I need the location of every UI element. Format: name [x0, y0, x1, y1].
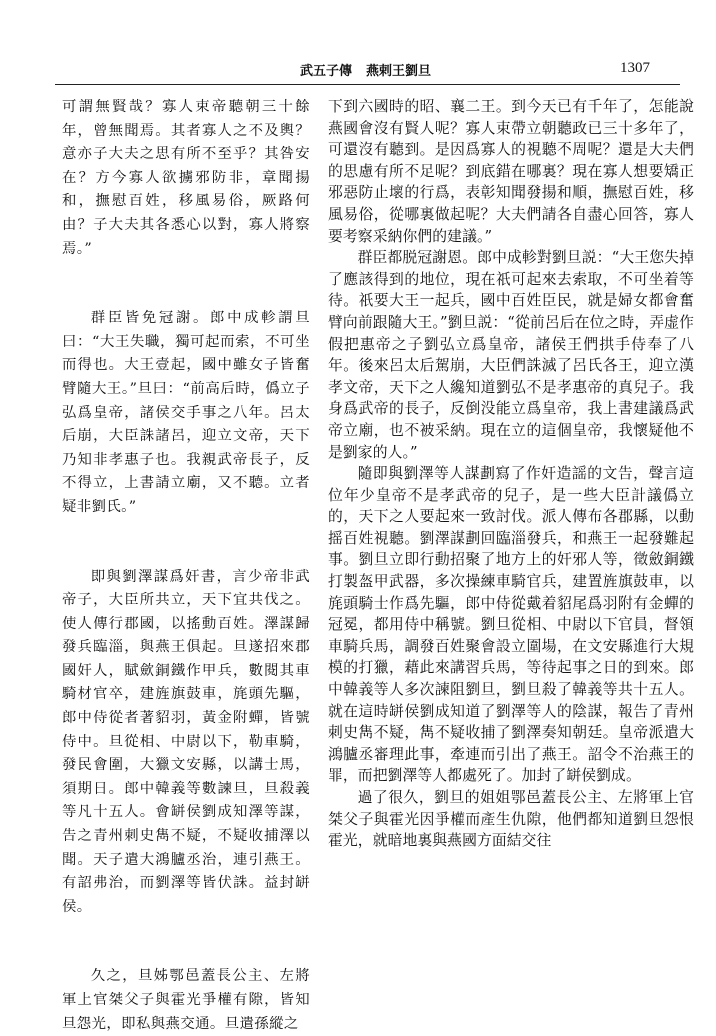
book-title: 武五子傳 [300, 64, 353, 79]
chapter-title: 燕剌王劉旦 [366, 64, 432, 79]
translation-paragraph-2: 群臣都脱冠謝恩。郎中成軫對劉旦説：“大王您失掉了應該得到的地位，現在祇可起來去索取，不可坐着等待。祇要大王一起兵，國中百姓臣民，就是婦女都會奮臂向前跟隨大王。”劉旦説：“從前呂后在位之時，弄虚作假把惠帝之子劉弘立爲皇帝，諸侯王們拱手侍奉了八年。後來呂太后駕崩，大臣們誅滅了呂氏各王，迎立漢孝文帝，天下之人纔知道劉弘不是孝惠帝的真兒子。我身爲武帝的長子，反倒没能立爲皇帝，我上書建議爲武帝立廟，也不被采納。現在立的這個皇帝，我懷疑他不是劉家的人。” [328, 249, 694, 461]
classical-paragraph-1: 可謂無賢哉？寡人束帝聽朝三十餘年，曾無聞焉。其者寡人之不及輿？意亦子大夫之思有所不至乎？其咎安在？方今寡人欲擄邪防非，章聞揚和，撫慰百姓，移風易俗，厥路何由？子大夫其各悉心以對，寡人將察焉。” [62, 99, 310, 257]
translation-paragraph-1: 下到六國時的昭、襄二王。到今天已有千年了，怎能說燕國會沒有賢人呢？寡人束帶立朝聽政已三十多年了，可還沒有聽到。是因爲寡人的視聽不周呢？還是大夫們的思慮有所不足呢？到底錯在哪裏？現在寡人想要矯正邪惡防止壞的行爲，表彰知聞發揚和順，撫慰百姓，移風易俗，從哪裏做起呢？大夫們請各自盡心回答，寡人要考察采納你們的建議。” [328, 98, 694, 245]
classical-paragraph-3: 即與劉澤謀爲奸書，言少帝非武帝子，大臣所共立，天下宜共伐之。使人傳行郡國，以搖動百姓。澤謀歸發兵臨淄，與燕王俱起。旦遂招來郡國奸人，賦歛銅鐵作甲兵，數閱其車騎材官卒，建旌旗鼓車，旄頭先驅，郎中侍從者著貂羽，黃金附蟬，皆號侍中。旦從相、中尉以下，勒車騎，發民會圍，大獵文安縣，以講士馬，須期日。郎中韓義等數諫旦，旦殺義等凡十五人。會缾侯劉成知澤等謀，告之青州刺史雋不疑，不疑收捕澤以聞。天子遣大鴻臚丞治，連引燕王。有詔弗治，而劉澤等皆伏誅。益封缾侯。 [62, 568, 310, 915]
translation-text-column [328, 96, 694, 852]
page-number: 1307 [620, 60, 650, 76]
header-rule [55, 84, 680, 85]
running-title [300, 60, 431, 79]
translation-paragraph-4: 過了很久，劉旦的姐姐鄂邑蓋長公主、左將軍上官桀父子與霍光因爭權而產生仇隙，他們都知道劉旦怨恨霍光，就暗地裏與燕國方面結交往 [328, 789, 694, 850]
classical-text-column [62, 96, 310, 1036]
classical-paragraph-2: 群臣皆免冠謝。郎中成軫謂旦曰：“大王失職，獨可起而索，不可坐而得也。大王壹起，國中雖女子皆奮臂隨大王。”旦曰：“前高后時，僞立子弘爲皇帝，諸侯交手事之八年。呂太后崩，大臣誅諸呂，迎立文帝，天下乃知非孝惠子也。我親武帝長子，反不得立，上書請立廟，又不聽。立者疑非劉氏。” [62, 310, 310, 515]
classical-paragraph-4: 久之，旦姊鄂邑蓋長公主、左將軍上官桀父子與霍光爭權有隙，皆知旦怨光，即私與燕交通。旦遣孫縱之 [62, 968, 310, 1032]
translation-paragraph-3: 隨即與劉澤等人謀劃寫了作奸造謡的文告，聲言這位年少皇帝不是孝武帝的兒子，是一些大臣計議僞立的，天下之人要起來一致討伐。派人傳布各郡縣，以動摇百姓視聽。劉澤謀劃回臨淄發兵，和燕王一起發難起事。劉旦立即行動招聚了地方上的奸邪人等，徵斂銅鐵打製盔甲武器，多次操練車騎官兵，建置旌旗鼓車，以旄頭騎士作爲先驅，郎中侍從戴着貂尾爲羽附有金蟬的冠冕，都用侍中稱號。劉旦從相、中尉以下官員，督領車騎兵馬，調發百姓聚會設立圍場，在文安縣進行大規模的打獵，藉此來講習兵馬，等待起事之日的到來。郎中韓義等人多次諫阻劉旦，劉旦殺了韓義等共十五人。就在這時缾侯劉成知道了劉澤等人的陰謀，報告了青州刺史雋不疑，雋不疑收捕了劉澤奏知朝廷。皇帝派遣大鴻臚丞審理此事，牽連而引出了燕王。詔令不治燕王的罪，而把劉澤等人都處死了。加封了缾侯劉成。 [328, 465, 694, 785]
page-header [0, 0, 716, 80]
